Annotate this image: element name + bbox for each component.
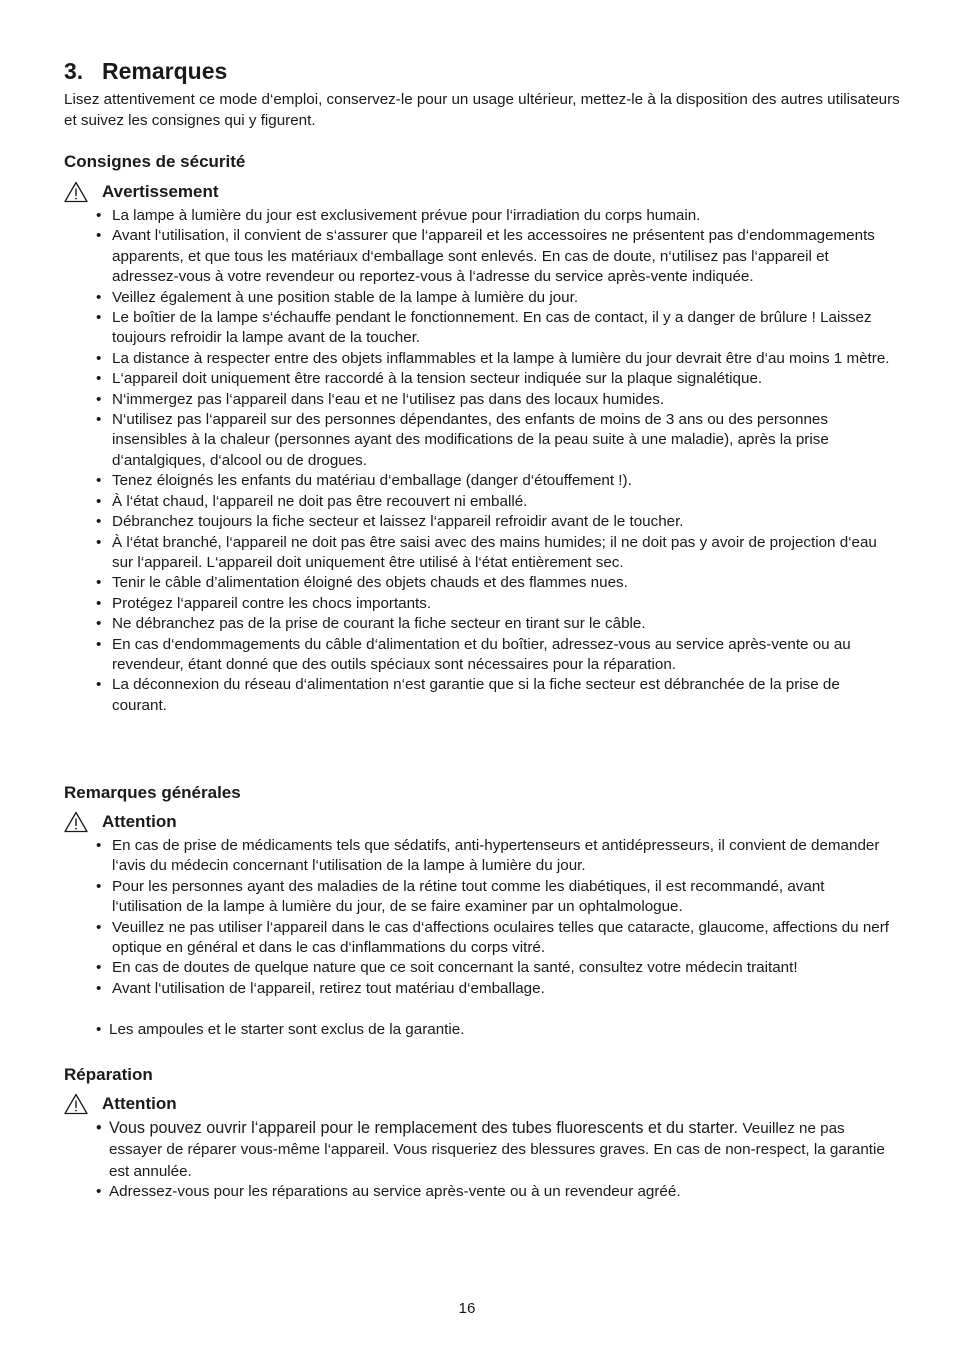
list-item: • Avant l‘utilisation de l‘appareil, retirez tout matériau d‘emballage.	[96, 979, 896, 999]
repair-attention-row	[64, 1092, 177, 1116]
intro-paragraph: Lisez attentivement ce mode d‘emploi, conservez-le pour un usage ultérieur, mettez-le à la disposition des autres utilisateurs et suivez les consignes qui y figurent.	[64, 91, 900, 129]
repair-list	[96, 1118, 896, 1203]
section-title	[64, 58, 227, 85]
general-heading: Remarques générales	[64, 783, 241, 802]
safety-list	[96, 206, 896, 716]
warning-triangle-icon	[64, 181, 88, 203]
list-item	[96, 1118, 896, 1182]
list-item: • Protégez l‘appareil contre les chocs importants.	[96, 594, 896, 614]
list-item: • Veillez également à une position stable de la lampe à lumière du jour.	[96, 288, 896, 308]
list-item: • L‘appareil doit uniquement être raccordé à la tension secteur indiquée sur la plaque signalétique.	[96, 369, 896, 389]
list-item: • Ne débranchez pas de la prise de courant la fiche secteur en tirant sur le câble.	[96, 614, 896, 634]
list-item: • En cas de doutes de quelque nature que ce soit concernant la santé, consultez votre médecin traitant!	[96, 958, 896, 978]
list-item: • La déconnexion du réseau d‘alimentation n‘est garantie que si la fiche secteur est débranchée de la prise de courant.	[96, 675, 896, 716]
list-item: • Pour les personnes ayant des maladies de la rétine tout comme les diabétiques, il est recommandé, avant l‘utilisation de la lampe à lumière du jour, de se faire examiner par un ophtalmologue.	[96, 877, 896, 918]
list-item: • À l‘état chaud, l‘appareil ne doit pas être recouvert ni emballé.	[96, 492, 896, 512]
repair-item-rest: Veuillez ne pas essayer de réparer vous-même l‘appareil. Vous risqueriez des blessures graves. En cas de non-respect, la garantie est annulée.	[109, 1120, 885, 1180]
list-item: • À l‘état branché, l‘appareil ne doit pas être saisi avec des mains humides; il ne doit pas y avoir de projection d‘eau sur l‘appareil. L‘appareil doit uniquement être utilisé à l‘état entièrement sec.	[96, 533, 896, 574]
repair-item-lead: Vous pouvez ouvrir l‘appareil pour le remplacement des tubes fluorescents et du starter.	[109, 1119, 738, 1137]
general-extra	[96, 1020, 896, 1040]
list-item: • Les ampoules et le starter sont exclus de la garantie.	[96, 1020, 896, 1040]
warning-triangle-icon	[64, 1093, 88, 1115]
list-item: • Le boîtier de la lampe s‘échauffe pendant le fonctionnement. En cas de contact, il y a danger de brûlure ! Laissez toujours refroidir la lampe avant de la toucher.	[96, 308, 896, 349]
list-item: • Tenir le câble d’alimentation éloigné des objets chauds et des flammes nues.	[96, 573, 896, 593]
safety-heading: Consignes de sécurité	[64, 152, 246, 171]
attention-label: Attention	[102, 812, 177, 831]
list-item: • Débranchez toujours la fiche secteur et laissez l‘appareil refroidir avant de le toucher.	[96, 512, 896, 532]
list-item: • La lampe à lumière du jour est exclusivement prévue pour l‘irradiation du corps humain.	[96, 206, 896, 226]
warning-label-row	[64, 180, 219, 204]
page-number: 16	[458, 1300, 476, 1317]
list-item: • N‘utilisez pas l‘appareil sur des personnes dépendantes, des enfants de moins de 3 ans ou des personnes insensibles à la chaleur (personnes ayant des modifications de la peau suite à une maladie), après la prise d‘antalgiques, d‘alcool ou de drogues.	[96, 410, 896, 471]
section-title-text: Remarques	[102, 58, 228, 84]
list-item: • Veuillez ne pas utiliser l‘appareil dans le cas d‘affections oculaires telles que cataracte, glaucome, affections du nerf optique en général et dans le cas d‘inflammations du corps vitré.	[96, 918, 896, 959]
section-number: 3.	[64, 58, 84, 84]
warning-label: Avertissement	[102, 182, 219, 201]
list-item: • N‘immergez pas l‘appareil dans l‘eau et ne l‘utilisez pas dans des locaux humides.	[96, 390, 896, 410]
attention-label-row	[64, 810, 177, 834]
list-item: • En cas d‘endommagements du câble d‘alimentation et du boîtier, adressez-vous au service après-vente ou au revendeur, étant donné que des outils spéciaux sont nécessaires pour la réparation.	[96, 635, 896, 676]
repair-attention-label: Attention	[102, 1094, 177, 1113]
list-item: • Avant l‘utilisation, il convient de s‘assurer que l‘appareil et les accessoires ne présentent pas d‘endommagements apparents, et que tous les matériaux d‘emballage sont enlevés. En cas de doute, n‘utilisez pas l‘appareil et adressez-vous à votre revendeur ou reportez-vous à l‘adresse du service après-vente indiquée.	[96, 226, 896, 287]
list-item: • Adressez-vous pour les réparations au service après-vente ou à un revendeur agréé.	[96, 1182, 896, 1202]
warning-triangle-icon	[64, 811, 88, 833]
list-item: • En cas de prise de médicaments tels que sédatifs, anti-hypertenseurs et antidépresseurs, il convient de demander l‘avis du médecin concernant l‘utilisation de la lampe à lumière du jour.	[96, 836, 896, 877]
general-list	[96, 836, 896, 999]
list-item: • La distance à respecter entre des objets inflammables et la lampe à lumière du jour devrait être d‘au moins 1 mètre.	[96, 349, 896, 369]
list-item: • Tenez éloignés les enfants du matériau d‘emballage (danger d‘étouffement !).	[96, 471, 896, 491]
repair-heading: Réparation	[64, 1065, 153, 1084]
